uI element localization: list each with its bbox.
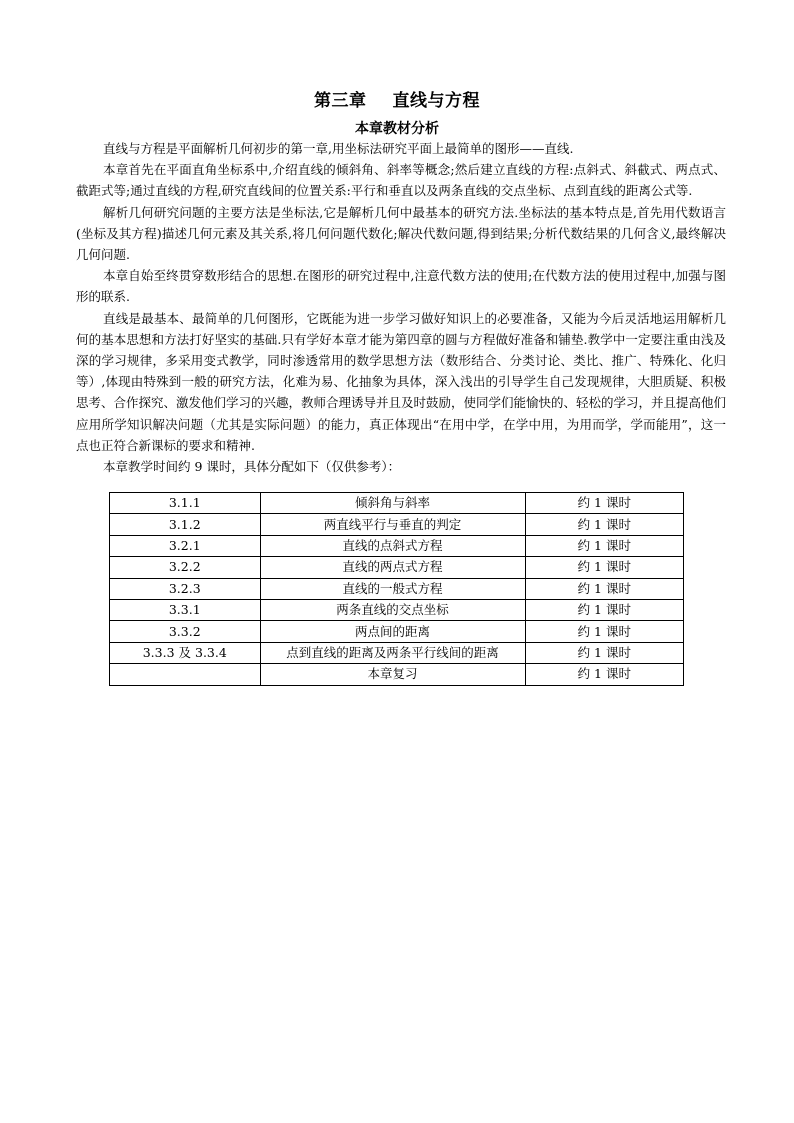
section-title: 本章教材分析 (355, 121, 439, 137)
topic-cell: 本章复习 (260, 664, 525, 685)
section-cell: 3.1.2 (110, 514, 261, 535)
table-row (110, 621, 684, 642)
schedule-table (109, 492, 684, 686)
hours-cell: 约 1 课时 (525, 557, 683, 578)
hours-cell: 约 1 课时 (525, 535, 683, 556)
section-cell: 3.3.2 (110, 621, 261, 642)
topic-cell: 点到直线的距离及两条平行线间的距离 (260, 642, 525, 663)
section-cell: 3.3.3 及 3.3.4 (110, 642, 261, 663)
table-row (110, 578, 684, 599)
body-text (76, 138, 726, 477)
hours-cell: 约 1 课时 (525, 664, 683, 685)
schedule-table-body (110, 493, 684, 686)
topic-cell: 直线的两点式方程 (260, 557, 525, 578)
chapter-title (0, 86, 794, 111)
paragraph-intro: 直线与方程是平面解析几何初步的第一章,用坐标法研究平面上最简单的图形——直线. (103, 141, 574, 156)
section-cell (110, 664, 261, 685)
paragraph-teaching: 直线是最基本、最简单的几何图形，它既能为进一步学习做好知识上的必要准备，又能为今后灵活地运用解析几何的基本思想和方法打好坚实的基础.只有学好本章才能为第四章的圆与方程做好准备和铺垫.教学中一定要注重由浅及深的学习规律，多采用变式教学，同时渗透常用的数学思想方法（数形结合、分类讨论、类比、推广、特殊化、化归等）,体现由特殊到一般的研究方法，化难为易、化抽象为具体，深入浅出的引导学生自己发现规律，大胆质疑、积极思考、合作探究、激发他们学习的兴趣，教师合理诱导并且及时鼓励，使同学们能愉快的、轻松的学习，并且提高他们应用所学知识解决问题（尤其是实际问题）的能力，真正体现出“在用中学，在学中用，为用而学，学而能用”，这一点也正符合新课标的要求和精神. (76, 310, 727, 453)
topic-cell: 直线的点斜式方程 (260, 535, 525, 556)
section-cell: 3.2.1 (110, 535, 261, 556)
hours-cell: 约 1 课时 (525, 493, 683, 514)
topic-cell: 两条直线的交点坐标 (260, 599, 525, 620)
table-row (110, 535, 684, 556)
topic-cell: 倾斜角与斜率 (260, 493, 525, 514)
table-row (110, 493, 684, 514)
hours-cell: 约 1 课时 (525, 514, 683, 535)
topic-cell: 两直线平行与垂直的判定 (260, 514, 525, 535)
chapter-label: 第三章 (314, 91, 367, 111)
hours-cell: 约 1 课时 (525, 578, 683, 599)
section-cell: 3.2.3 (110, 578, 261, 599)
table-row (110, 599, 684, 620)
table-row (110, 514, 684, 535)
paragraph-method: 解析几何研究问题的主要方法是坐标法,它是解析几何中最基本的研究方法.坐标法的基本特点是,首先用代数语言(坐标及其方程)描述几何元素及其关系,将几何问题代数化;解决代数问题,得到结果;分析代数结果的几何含义,最终解决几何问题. (76, 204, 726, 263)
section-cell: 3.1.1 (110, 493, 261, 514)
paragraph-idea: 本章自始至终贯穿数形结合的思想.在图形的研究过程中,注意代数方法的使用;在代数方法的使用过程中,加强与图形的联系. (76, 268, 726, 305)
topic-cell: 直线的一般式方程 (260, 578, 525, 599)
chapter-name: 直线与方程 (392, 91, 480, 111)
section-cell: 3.2.2 (110, 557, 261, 578)
hours-cell: 约 1 课时 (525, 599, 683, 620)
table-row (110, 664, 684, 685)
hours-cell: 约 1 课时 (525, 621, 683, 642)
topic-cell: 两点间的距离 (260, 621, 525, 642)
table-row (110, 642, 684, 663)
paragraph-schedule-intro: 本章教学时间约 9 课时，具体分配如下（仅供参考）： (103, 459, 401, 475)
hours-cell: 约 1 课时 (525, 642, 683, 663)
section-cell: 3.3.1 (110, 599, 261, 620)
table-row (110, 557, 684, 578)
paragraph-overview: 本章首先在平面直角坐标系中,介绍直线的倾斜角、斜率等概念;然后建立直线的方程:点斜式、斜截式、两点式、截距式等;通过直线的方程,研究直线间的位置关系:平行和垂直以及两条直线的交点坐标、点到直线的距离公式等. (76, 162, 726, 199)
